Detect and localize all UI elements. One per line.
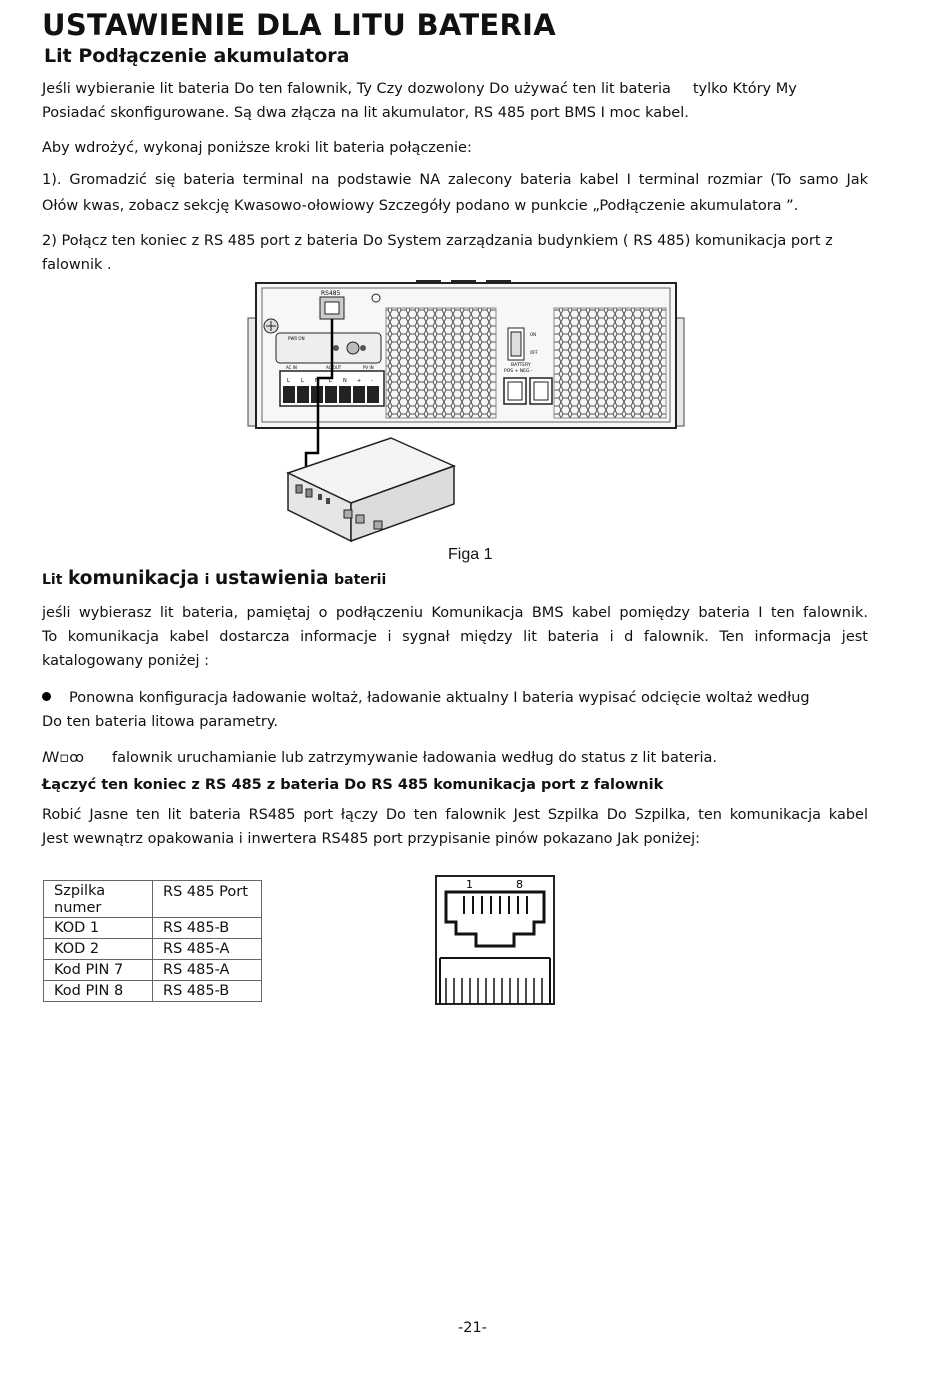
intro-line-2: Posiadać skonfigurowane. Są dwa złącza na lit akumulator, RS 485 port BMS I moc kabel. — [42, 105, 689, 121]
table-row — [44, 981, 262, 1002]
svg-text:POS + NEG -: POS + NEG - — [504, 369, 533, 374]
figure-caption: Figa 1 — [448, 546, 493, 563]
comm-line-2: To komunikacja kabel dostarcza informacje i sygnał między lit bateria i d falownik. Ten informacja jest — [42, 629, 868, 645]
table-cell: KOD 1 — [44, 918, 153, 939]
steps-intro: Aby wdrożyć, wykonaj poniższe kroki lit bateria połączenie: — [42, 140, 472, 156]
connect-paragraph — [42, 803, 868, 851]
pin-first-label: 1 — [466, 878, 473, 891]
rs485-port-label: RS485 — [321, 290, 341, 297]
svg-text:PV IN: PV IN — [363, 365, 374, 370]
table-cell: Kod PIN 8 — [44, 981, 153, 1002]
connect-line-1: Robić Jasne ten lit bateria RS485 port łączy Do ten falownik Jest Szpilka Do Szpilka, ten komunikacja kabel — [42, 807, 868, 823]
bullet-item-2 — [42, 746, 868, 770]
terminal-label: + — [357, 378, 362, 384]
table-cell: RS 485-A — [153, 939, 262, 960]
table-row — [44, 918, 262, 939]
terminal-cell — [353, 386, 365, 403]
bullet-dot-icon — [42, 692, 51, 701]
table-row — [44, 939, 262, 960]
table-header-cell: RS 485 Port — [153, 881, 262, 918]
step-2 — [42, 229, 868, 277]
table-cell: Kod PIN 7 — [44, 960, 153, 981]
step-1 — [42, 168, 868, 218]
table-cell: KOD 2 — [44, 939, 153, 960]
terminal-cell — [339, 386, 351, 403]
terminal-cell — [367, 386, 379, 403]
terminal-cell — [325, 386, 337, 403]
intro-paragraph — [42, 77, 868, 125]
step-1-line-1: 1). Gromadzić się bateria terminal na podstawie NA zalecony bateria kabel I terminal rozmiar (To samo Jak — [42, 172, 868, 188]
pin-last-label: 8 — [516, 878, 523, 891]
intro-line-1a: Jeśli wybieranie lit bateria Do ten falownik, Ty Czy dozwolony Do używać ten lit bateria — [42, 81, 671, 97]
terminal-label: - — [371, 378, 373, 384]
bullet-1-line-1: Ponowna konfiguracja ładowanie woltaż, ładowanie aktualny I bateria wypisać odcięcie woltaż według — [69, 690, 810, 706]
inverter-figure — [246, 278, 688, 546]
step-1-line-2: Ołów kwas, zobacz sekcję Kwasowo-ołowiowy Szczegóły podano w punkcie „Podłączenie akumulatora ”. — [42, 198, 799, 214]
bullet-1-line-2: Do ten bateria litowa parametry. — [42, 714, 278, 730]
svg-text:BATTERY: BATTERY — [511, 363, 531, 368]
step-2-line-1: 2) Połącz ten koniec z RS 485 port z bateria Do System zarządzania budynkiem ( RS 485) komunikacja port z — [42, 233, 833, 249]
terminal-label: L — [301, 378, 304, 384]
step-2-line-2: falownik . — [42, 257, 112, 273]
page-number: -21- — [458, 1320, 487, 1336]
bullet-glyph-icon: ꟿ▫ꝏ — [42, 750, 84, 766]
connect-line-2: Jest wewnątrz opakowania i inwertera RS485 port przypisanie pinów pokazano Jak poniżej: — [42, 831, 701, 847]
rj45-connector-diagram — [434, 874, 556, 1008]
table-cell: RS 485-B — [153, 918, 262, 939]
right-vent-grille — [554, 308, 666, 418]
svg-text:OFF: OFF — [530, 350, 538, 355]
section-heading-communication: Lit komunikacja i ustawienia baterii — [42, 568, 387, 589]
page-title: USTAWIENIE DLA LITU BATERIA — [42, 8, 556, 42]
communication-paragraph — [42, 601, 868, 673]
table-cell: RS 485-A — [153, 960, 262, 981]
svg-text:AC IN: AC IN — [286, 365, 297, 370]
left-vent-grille — [386, 308, 496, 418]
terminal-cell — [297, 386, 309, 403]
svg-text:PWR ON: PWR ON — [288, 336, 305, 341]
table-row — [44, 960, 262, 981]
terminal-label: L — [287, 378, 290, 384]
terminal-label: L — [329, 378, 332, 384]
intro-line-1b: tylko Który My — [692, 81, 797, 97]
table-header-cell: Szpilka numer — [44, 881, 153, 918]
table-cell: RS 485-B — [153, 981, 262, 1002]
bullet-item-1 — [42, 686, 868, 734]
comm-line-3: katalogowany poniżej : — [42, 653, 210, 669]
terminal-cell — [283, 386, 295, 403]
terminal-label: N — [343, 378, 347, 384]
section-heading: Lit Podłączenie akumulatora — [44, 45, 350, 67]
connect-heading: Łączyć ten koniec z RS 485 z bateria Do RS 485 komunikacja port z falownik — [42, 777, 664, 793]
terminal-label: N — [315, 378, 319, 384]
svg-text:ON: ON — [530, 332, 537, 337]
comm-line-1: jeśli wybierasz lit bateria, pamiętaj o podłączeniu Komunikacja BMS kabel pomiędzy bateria I ten falownik. — [42, 605, 868, 621]
pin-assignment-table — [43, 880, 262, 1002]
svg-text:AC OUT: AC OUT — [326, 365, 342, 370]
table-header-row — [44, 881, 262, 918]
bullet-2-text: falownik uruchamianie lub zatrzymywanie ładowania według do status z lit bateria. — [112, 750, 717, 766]
